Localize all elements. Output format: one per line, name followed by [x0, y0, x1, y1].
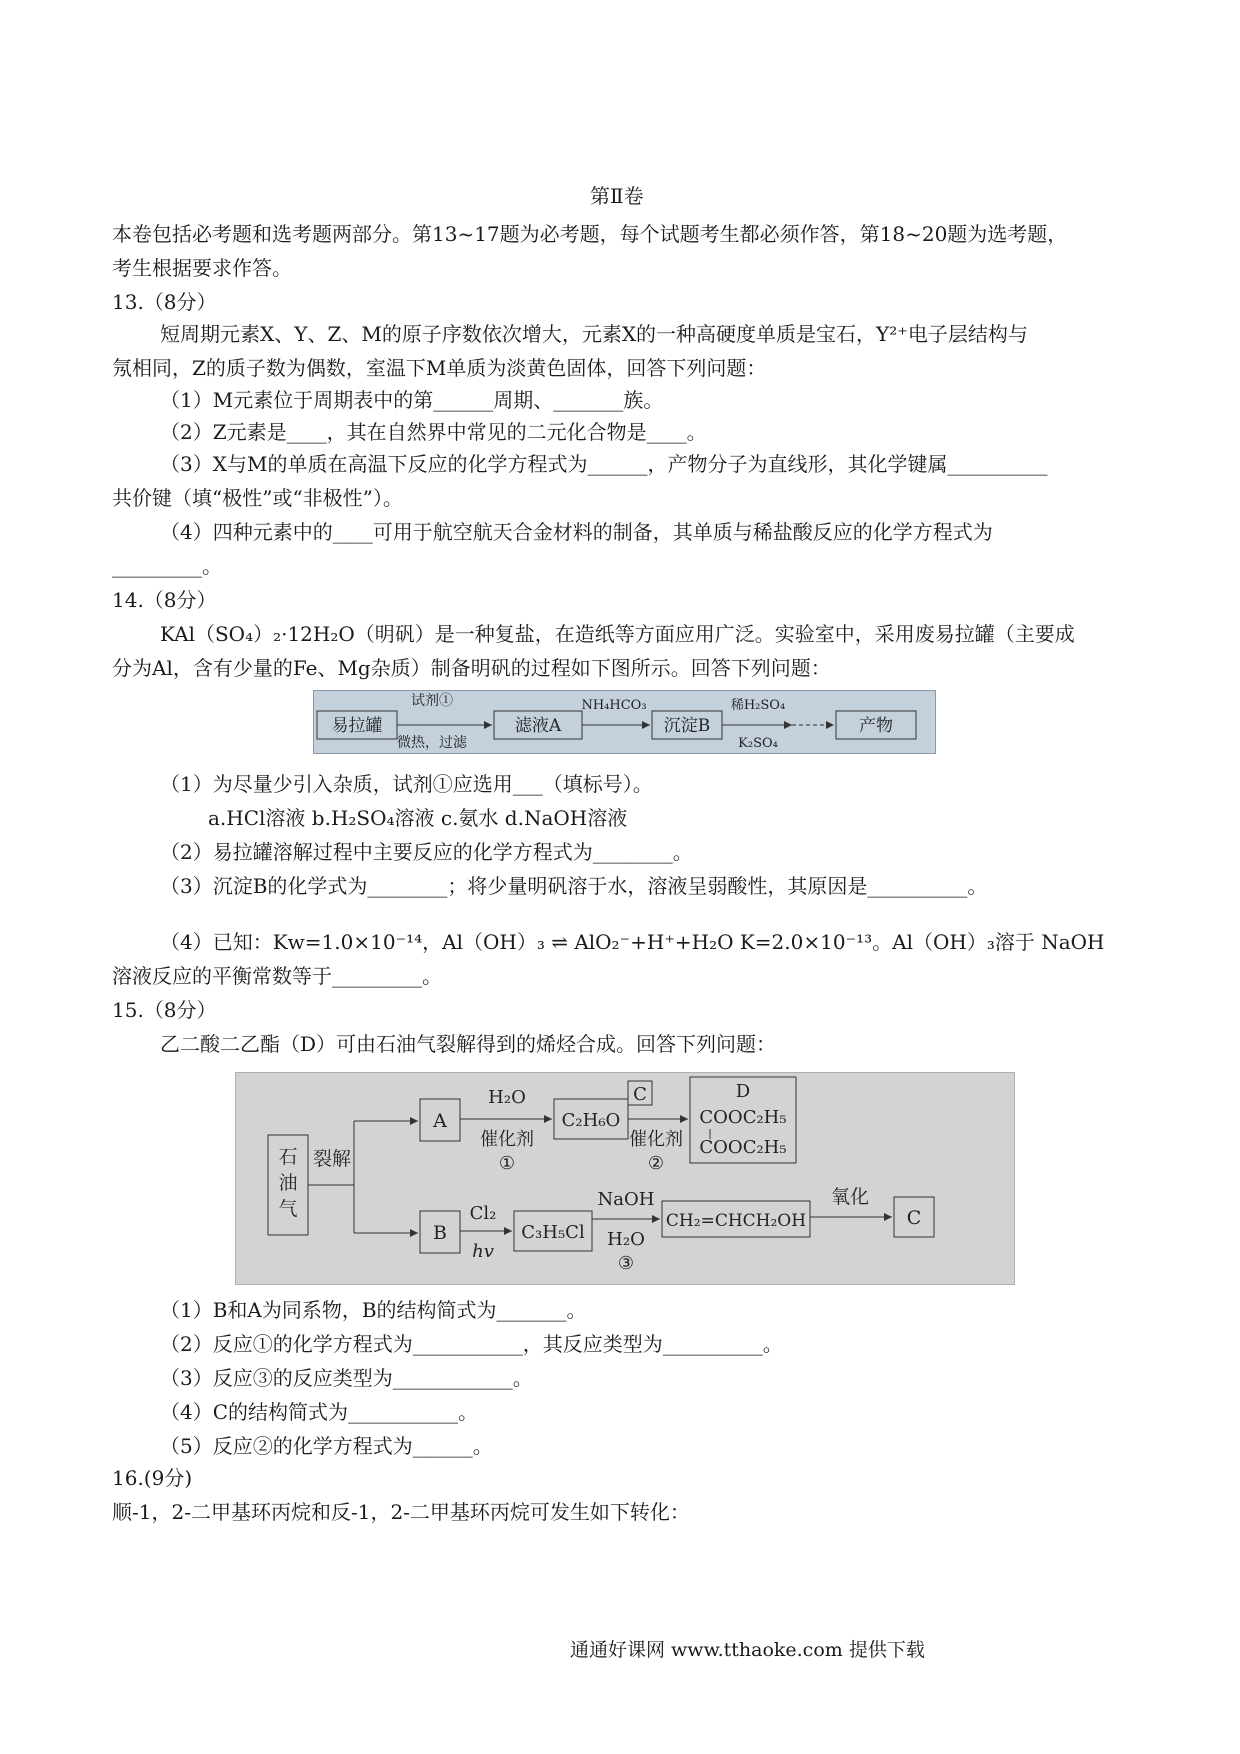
q15-sub-3: （3）反应③的反应类型为____________。	[160, 1366, 533, 1390]
svg-text:C₂H₆O: C₂H₆O	[561, 1110, 621, 1131]
q15-sub-2: （2）反应①的化学方程式为___________，其反应类型为__________。	[160, 1332, 783, 1356]
svg-text:石: 石	[278, 1146, 298, 1168]
svg-text:H₂O: H₂O	[488, 1087, 526, 1108]
q14-sub-1: （1）为尽量少引入杂质，试剂①应选用___（填标号）。	[160, 772, 653, 796]
svg-text:裂解: 裂解	[312, 1148, 352, 1170]
q14-stem-2: 分为Al，含有少量的Fe、Mg杂质）制备明矾的过程如下图所示。回答下列问题：	[112, 656, 831, 680]
svg-text:沉淀B: 沉淀B	[663, 716, 711, 736]
synthesis-flow-diagram	[235, 1072, 1015, 1285]
svg-text:试剂①: 试剂①	[411, 693, 453, 709]
q14-options: a.HCl溶液 b.H₂SO₄溶液 c.氨水 d.NaOH溶液	[208, 806, 628, 830]
svg-text:产物: 产物	[859, 716, 893, 736]
svg-text:NaOH: NaOH	[597, 1189, 655, 1210]
svg-text:C: C	[633, 1084, 647, 1105]
svg-text:催化剂: 催化剂	[480, 1129, 534, 1150]
q14-sub-4b: 溶液反应的平衡常数等于_________。	[112, 964, 442, 988]
q13-stem-2: 氖相同，Z的质子数为偶数，室温下M单质为淡黄色固体，回答下列问题：	[112, 356, 767, 380]
intro-line-2: 考生根据要求作答。	[112, 256, 292, 280]
svg-text:H₂O: H₂O	[607, 1229, 645, 1250]
svg-text:C: C	[906, 1207, 922, 1229]
q16-header: 16.(9分)	[112, 1466, 193, 1490]
svg-text:气: 气	[278, 1198, 298, 1220]
section-title: 第Ⅱ卷	[590, 184, 644, 208]
svg-text:hv: hv	[472, 1241, 494, 1262]
q15-stem: 乙二酸二乙酯（D）可由石油气裂解得到的烯烃合成。回答下列问题：	[160, 1032, 777, 1056]
q13-sub-3b: 共价键（填“极性”或“非极性”）。	[112, 486, 403, 510]
q14-header: 14.（8分）	[112, 588, 217, 612]
svg-text:COOC₂H₅: COOC₂H₅	[699, 1107, 787, 1128]
q15-header: 15.（8分）	[112, 998, 217, 1022]
svg-text:COOC₂H₅: COOC₂H₅	[699, 1137, 787, 1158]
q13-header: 13.（8分）	[112, 290, 217, 314]
svg-text:油: 油	[278, 1172, 298, 1194]
q13-stem-1: 短周期元素X、Y、Z、M的原子序数依次增大，元素X的一种高硬度单质是宝石，Y²⁺电子层结构与	[160, 322, 1028, 346]
q13-sub-2: （2）Z元素是____，其在自然界中常见的二元化合物是____。	[160, 420, 707, 444]
intro-line-1: 本卷包括必考题和选考题两部分。第13~17题为必考题，每个试题考生都必须作答，第18~20题为选考题，	[112, 222, 1068, 246]
svg-text:稀H₂SO₄: 稀H₂SO₄	[730, 698, 786, 713]
q13-sub-4a: （4）四种元素中的____可用于航空航天合金材料的制备，其单质与稀盐酸反应的化学方程式为	[160, 520, 993, 544]
svg-text:A: A	[433, 1110, 447, 1132]
svg-text:Cl₂: Cl₂	[469, 1203, 497, 1224]
svg-text:CH₂=CHCH₂OH: CH₂=CHCH₂OH	[665, 1211, 807, 1231]
q15-sub-4: （4）C的结构简式为___________。	[160, 1400, 479, 1424]
svg-text:①: ①	[498, 1153, 516, 1174]
svg-text:易拉罐: 易拉罐	[331, 716, 383, 736]
page-footer: 通通好课网 www.tthaoke.com 提供下载	[570, 1639, 925, 1661]
svg-text:催化剂: 催化剂	[629, 1129, 683, 1150]
q14-stem-1: KAl（SO₄）₂·12H₂O（明矾）是一种复盐，在造纸等方面应用广泛。实验室中，采用废易拉罐（主要成	[160, 622, 1075, 646]
svg-text:微热，过滤: 微热，过滤	[397, 735, 467, 751]
svg-text:滤液A: 滤液A	[514, 716, 562, 736]
q13-sub-1: （1）M元素位于周期表中的第______周期、_______族。	[160, 388, 664, 412]
svg-text:②: ②	[647, 1153, 665, 1174]
svg-text:D: D	[735, 1081, 751, 1102]
q13-sub-4b: _________。	[112, 554, 222, 578]
q13-sub-3a: （3）X与M的单质在高温下反应的化学方程式为______，产物分子为直线形，其化学键属__________	[160, 452, 1048, 476]
q16-stem: 顺-1，2-二甲基环丙烷和反-1，2-二甲基环丙烷可发生如下转化：	[112, 1500, 690, 1524]
q14-sub-3: （3）沉淀B的化学式为________；将少量明矾溶于水，溶液呈弱酸性，其原因是__________。	[160, 874, 988, 898]
svg-text:B: B	[433, 1222, 447, 1244]
svg-text:C₃H₅Cl: C₃H₅Cl	[521, 1222, 585, 1243]
q15-sub-1: （1）B和A为同系物，B的结构简式为_______。	[160, 1298, 587, 1322]
svg-text:氧化: 氧化	[830, 1186, 870, 1208]
svg-text:K₂SO₄: K₂SO₄	[738, 736, 778, 751]
q14-sub-4a: （4）已知：Kw=1.0×10⁻¹⁴，Al（OH）₃ ⇌ AlO₂⁻+H⁺+H₂O K=2.0×10⁻¹³。Al（OH）₃溶于 NaOH	[160, 930, 1105, 954]
q15-sub-5: （5）反应②的化学方程式为______。	[160, 1434, 493, 1458]
svg-text:③: ③	[617, 1253, 635, 1274]
svg-text:NH₄HCO₃: NH₄HCO₃	[581, 698, 647, 713]
alum-flow-diagram	[313, 690, 936, 754]
q14-sub-2: （2）易拉罐溶解过程中主要反应的化学方程式为________。	[160, 840, 693, 864]
